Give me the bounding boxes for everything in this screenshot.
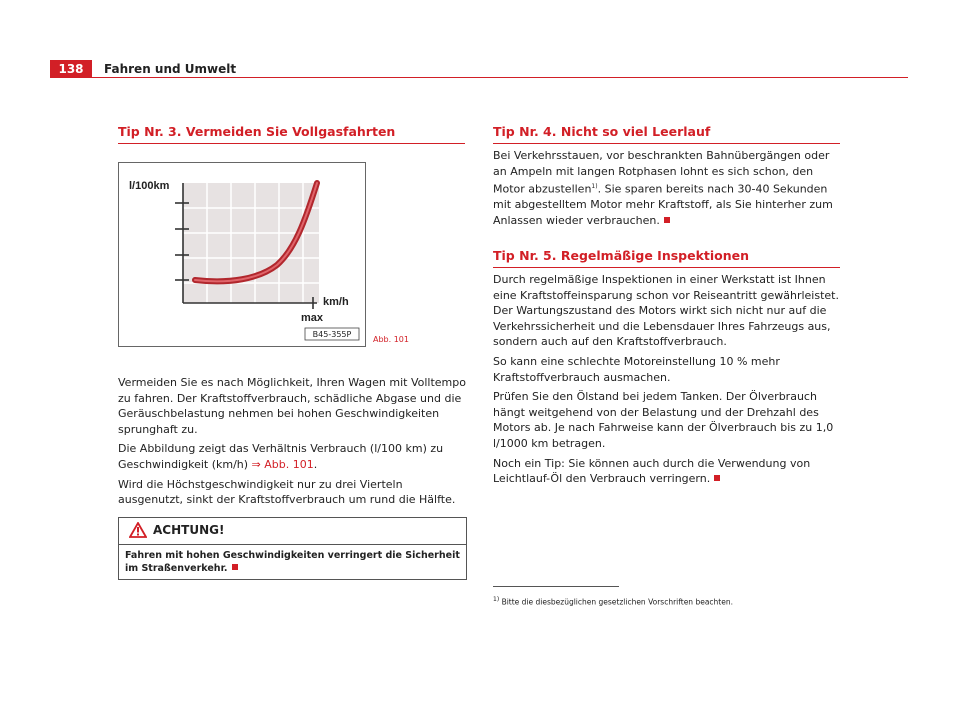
- figure-code: B45-355P: [312, 330, 352, 339]
- warning-text: Fahren mit hohen Geschwindigkeiten verringert die Sicherheit im Straßenverkehr.: [125, 550, 460, 574]
- tip5-heading: Tip Nr. 5. Regelmäßige Inspektionen: [493, 248, 840, 268]
- warning-header: [119, 518, 466, 545]
- figure-link[interactable]: Abb. 101: [264, 457, 314, 471]
- tip3-paragraph-2: Die Abbildung zeigt das Verhältnis Verbrauch (l/100 km) zu Geschwindigkeit (km/h) ⇒ Abb. 101.: [118, 442, 444, 471]
- figure-caption: Abb. 101: [373, 335, 409, 344]
- x-axis-label: km/h: [323, 296, 349, 308]
- end-mark-icon: [232, 564, 238, 570]
- max-label: max: [301, 312, 324, 324]
- consumption-figure: [118, 162, 366, 347]
- tip3-body: [118, 375, 468, 512]
- tip5-paragraph-4: Noch ein Tip: Sie können auch durch die Verwendung von Leichtlauf-Öl den Verbrauch verringern.: [493, 456, 811, 486]
- tip5-paragraph-2: So kann eine schlechte Motoreinstellung 10 % mehr Kraftstoffverbrauch ausmachen.: [493, 354, 780, 384]
- tip5-paragraph-3: Prüfen Sie den Ölstand bei jedem Tanken. Der Ölverbrauch hängt weitgehend von der Belastung und der Drehzahl des Motors ab. Je nach Fahrweise kann der Ölverbrauch bis zu 1,0 l/1000 km betragen.: [493, 390, 834, 450]
- consumption-chart: [119, 163, 365, 346]
- tip4-heading: Tip Nr. 4. Nicht so viel Leerlauf: [493, 124, 840, 144]
- tip5-body: [493, 272, 845, 491]
- end-mark-icon: [714, 475, 720, 481]
- warning-box: [118, 517, 467, 580]
- tip3-paragraph-1: Vermeiden Sie es nach Möglichkeit, Ihren Wagen mit Volltempo zu fahren. Der Kraftstoffverbrauch, schädliche Abgase und die Geräuschbelastung nehmen bei hohen Geschwindigkeiten sprunghaft zu.: [118, 376, 466, 436]
- tip4-body: [493, 148, 845, 233]
- header-rule: [92, 77, 908, 78]
- plot-area: [183, 183, 319, 303]
- tip4-paragraph: Bei Verkehrsstauen, vor beschrankten Bahnübergängen oder an Ampeln mit langen Rotphasen lohnt es sich schon, den Motor abzustellen$^{1)}$. Sie sparen bereits nach 30-40 Sekunden mit abgestelltem Motor mehr Kraftstoff, als Sie hinterher zum Anlassen wieder verbrauchen.: [493, 149, 833, 228]
- y-axis-label: l/100km: [129, 180, 170, 192]
- tip3-paragraph-3: Wird die Höchstgeschwindigkeit nur zu drei Vierteln ausgenutzt, sinkt der Kraftstoffverbrauch um rund die Hälfte.: [118, 477, 456, 507]
- tip3-heading: Tip Nr. 3. Vermeiden Sie Vollgasfahrten: [118, 124, 465, 144]
- end-mark-icon: [664, 217, 670, 223]
- footnote: $^{1)}$ Bitte die diesbezüglichen gesetzlichen Vorschriften beachten.: [493, 596, 733, 607]
- footnote-reference: 1): [591, 183, 598, 191]
- warning-title: ACHTUNG!: [153, 523, 225, 537]
- warning-triangle-icon: [129, 522, 147, 538]
- footnote-rule: [493, 586, 619, 587]
- section-title: Fahren und Umwelt: [104, 62, 237, 76]
- page-number: 138: [50, 60, 92, 78]
- tip5-paragraph-1: Durch regelmäßige Inspektionen in einer Werkstatt ist Ihnen eine Kraftstoffeinsparung schon vor Reiseantritt gewährleistet. Der Wartungszustand des Motors wirkt sich nicht nur auf die Verkehrssicherheit und die Lebensdauer Ihres Fahrzeugs aus, sondern auch auf den Kraftstoffverbrauch.: [493, 273, 839, 349]
